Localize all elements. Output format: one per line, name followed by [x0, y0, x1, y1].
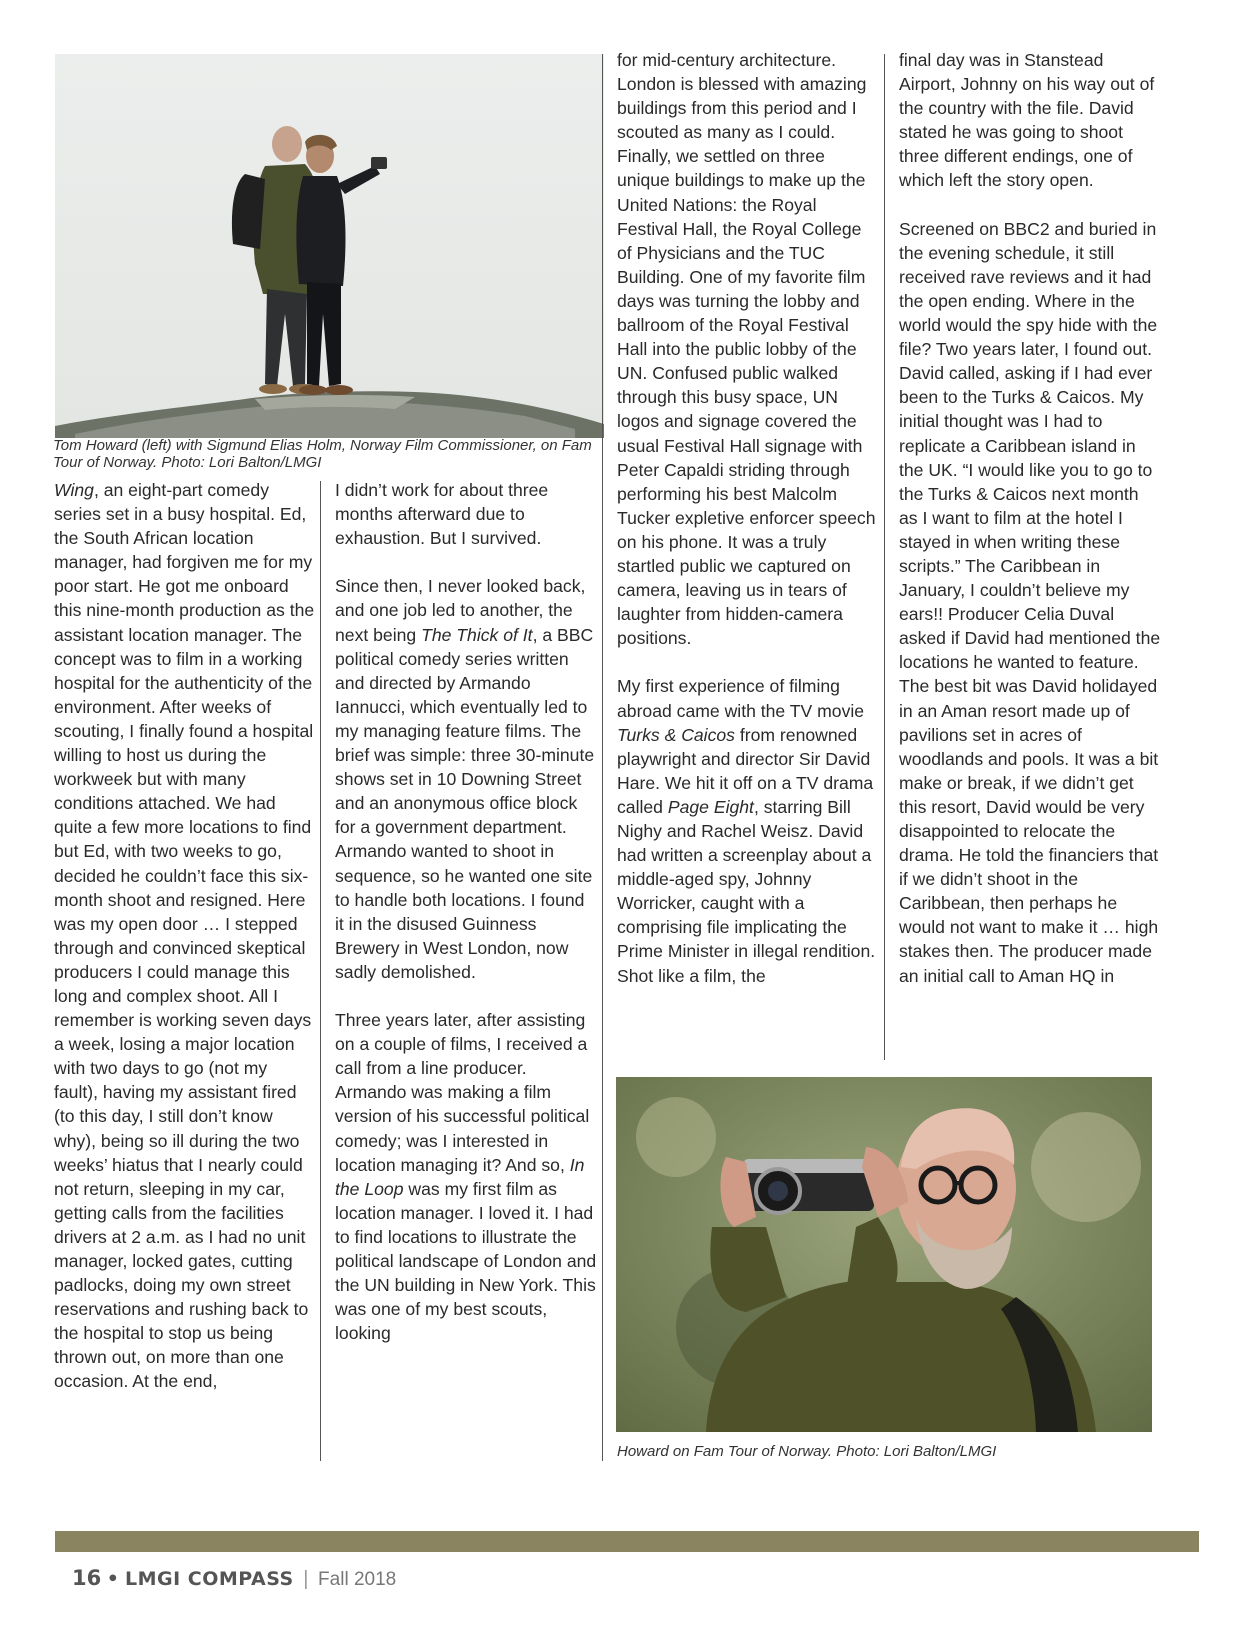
page-number: 16 [72, 1566, 102, 1590]
col2-paragraph-2 [335, 574, 597, 984]
footer-bullet: • [106, 1568, 120, 1590]
col4-paragraph-2: Screened on BBC2 and buried in the evening schedule, it still received rave reviews and it had the open ending. Where in the world would the spy hide with the file? Two years later, I found out. David called, asking if I had ever been to the Turks & Caicos. My initial thought was I had to replicate a Caribbean island in the UK. “I would like you to go to the Turks & Caicos next month as I want to film at the hotel I stayed in when writing these scripts.” The Caribbean in January, I couldn’t believe my ears!! Producer Celia Duval asked if David had mentioned the locations he wanted to feature. The best bit was David holidayed in an Aman resort made up of pavilions set in acres of woodlands and pools. It was a bit make or break, if we didn’t get this resort, David would be very disappointed to relocate the drama. He told the financiers that if we didn’t shoot in the Caribbean, then perhaps he would not want to make it … high stakes then. The producer made an initial call to Aman HQ in [899, 218, 1161, 986]
italic-title: Page Eight [667, 796, 754, 817]
text-run: My first experience of filming abroad came with the TV movie [617, 676, 865, 721]
footer-bar [55, 1531, 1199, 1552]
col2-paragraph-3 [335, 1008, 597, 1345]
column-divider-3 [884, 54, 885, 1060]
photo-man-with-camera [616, 1077, 1152, 1432]
text-run: from renowned playwright and director Sir David Hare. We hit it off on a TV drama called [617, 724, 874, 817]
col1-paragraph-1 [54, 478, 316, 1394]
column-divider-1 [320, 481, 321, 1461]
column-3 [617, 48, 879, 988]
photo-man-with-camera-caption: Howard on Fam Tour of Norway. Photo: Lori Balton/LMGI [617, 1443, 997, 1460]
footer-separator: | [303, 1568, 309, 1590]
col3-paragraph-1: for mid-century architecture. London is blessed with amazing buildings from this period and I scouted as many as I could. Finally, we settled on three unique buildings to make up the United Nations: the Royal Festival Hall, the Royal College of Physicians and the TUC Building. One of my favorite film days was turning the lobby and ballroom of the Royal Festival Hall into the public lobby of the UN. Confused public walked through this busy space, UN logos and signage covered the usual Festival Hall signage with Peter Capaldi striding through performing his best Malcolm Tucker expletive enforcer speech on his phone. It was a truly startled public we captured on camera, leaving us in tears of laughter from hidden-camera positions. [617, 50, 876, 649]
italic-title: Turks & Caicos [617, 724, 735, 745]
photo-norway-rock-caption: Tom Howard (left) with Sigmund Elias Holm, Norway Film Commissioner, on Fam Tour of Norway. Photo: Lori Balton/LMGI [53, 437, 592, 471]
issue-date: Fall 2018 [318, 1569, 397, 1590]
column-divider-2 [602, 54, 603, 1461]
column-2 [335, 478, 597, 1345]
text-run: , starring Bill Nighy and Rachel Weisz. David had written a screenplay about a middle-aged spy, Johnny Worricker, caught with a comprising file implicating the Prime Minister in illegal rendition. Shot like a film, the [617, 796, 876, 986]
text-run: , an eight-part comedy series set in a busy hospital. Ed, the South African location manager, had forgiven me for my poor start. He got me onboard this nine-month production as the assistant location manager. The concept was to film in a working hospital for the authenticity of the environment. After weeks of scouting, I finally found a hospital willing to host us during the workweek but with many conditions attached. We had quite a few more locations to find but Ed, with two weeks to go, decided he couldn’t face this six-month shoot and resigned. Here was my open door … I stepped through and convinced skeptical producers I could manage this long and complex shoot. All I remember is working seven days a week, losing a major location with two days to go (not my fault), having my assistant fired (to this day, I still don’t know why), being so ill during the two weeks’ hiatus that I nearly could not return, sleeping in my car, getting calls from the facilities drivers at 2 a.m. as I had no unit manager, locked gates, cutting padlocks, doing my own street reservations and rushing back to the hospital to stop us being thrown out, on more than one occasion. At the end, [54, 480, 315, 1392]
italic-title: Wing [54, 480, 94, 500]
col2-paragraph-1: I didn’t work for about three months afterward due to exhaustion. But I survived. [335, 480, 549, 549]
italic-title: In the Loop [335, 1154, 585, 1199]
col3-paragraph-2 [617, 674, 879, 987]
italic-title: The Thick of It [421, 624, 533, 645]
text-run: , a BBC political comedy series written and directed by Armando Iannucci, which eventually led to my managing feature films. The brief was simple: three 30-minute shows set in 10 Downing Street and an anonymous office block for a government department. Armando wanted to shoot in sequence, so he wanted one site to handle both locations. I found it in the disused Guinness Brewery in West London, now sadly demolished. [335, 624, 595, 982]
page-footer [72, 1566, 396, 1591]
column-4 [899, 48, 1161, 988]
text-run: was my first film as location manager. I loved it. I had to find locations to illustrate the political landscape of London and the UN building in New York. This was one of my best scouts, looking [335, 1178, 597, 1344]
photo-norway-rock [55, 54, 604, 438]
text-run: Since then, I never looked back, and one job led to another, the next being [335, 576, 586, 645]
col4-paragraph-1: final day was in Stanstead Airport, Johnny on his way out of the country with the file. David stated he was going to shoot three different endings, one of which left the story open. [899, 50, 1155, 191]
column-1 [54, 478, 316, 1394]
text-run: Three years later, after assisting on a couple of films, I received a call from a line producer. Armando was making a film version of his successful political comedy; was I interested in location managing it? And so, [335, 1010, 590, 1175]
publication-name: LMGI COMPASS [125, 1568, 294, 1590]
